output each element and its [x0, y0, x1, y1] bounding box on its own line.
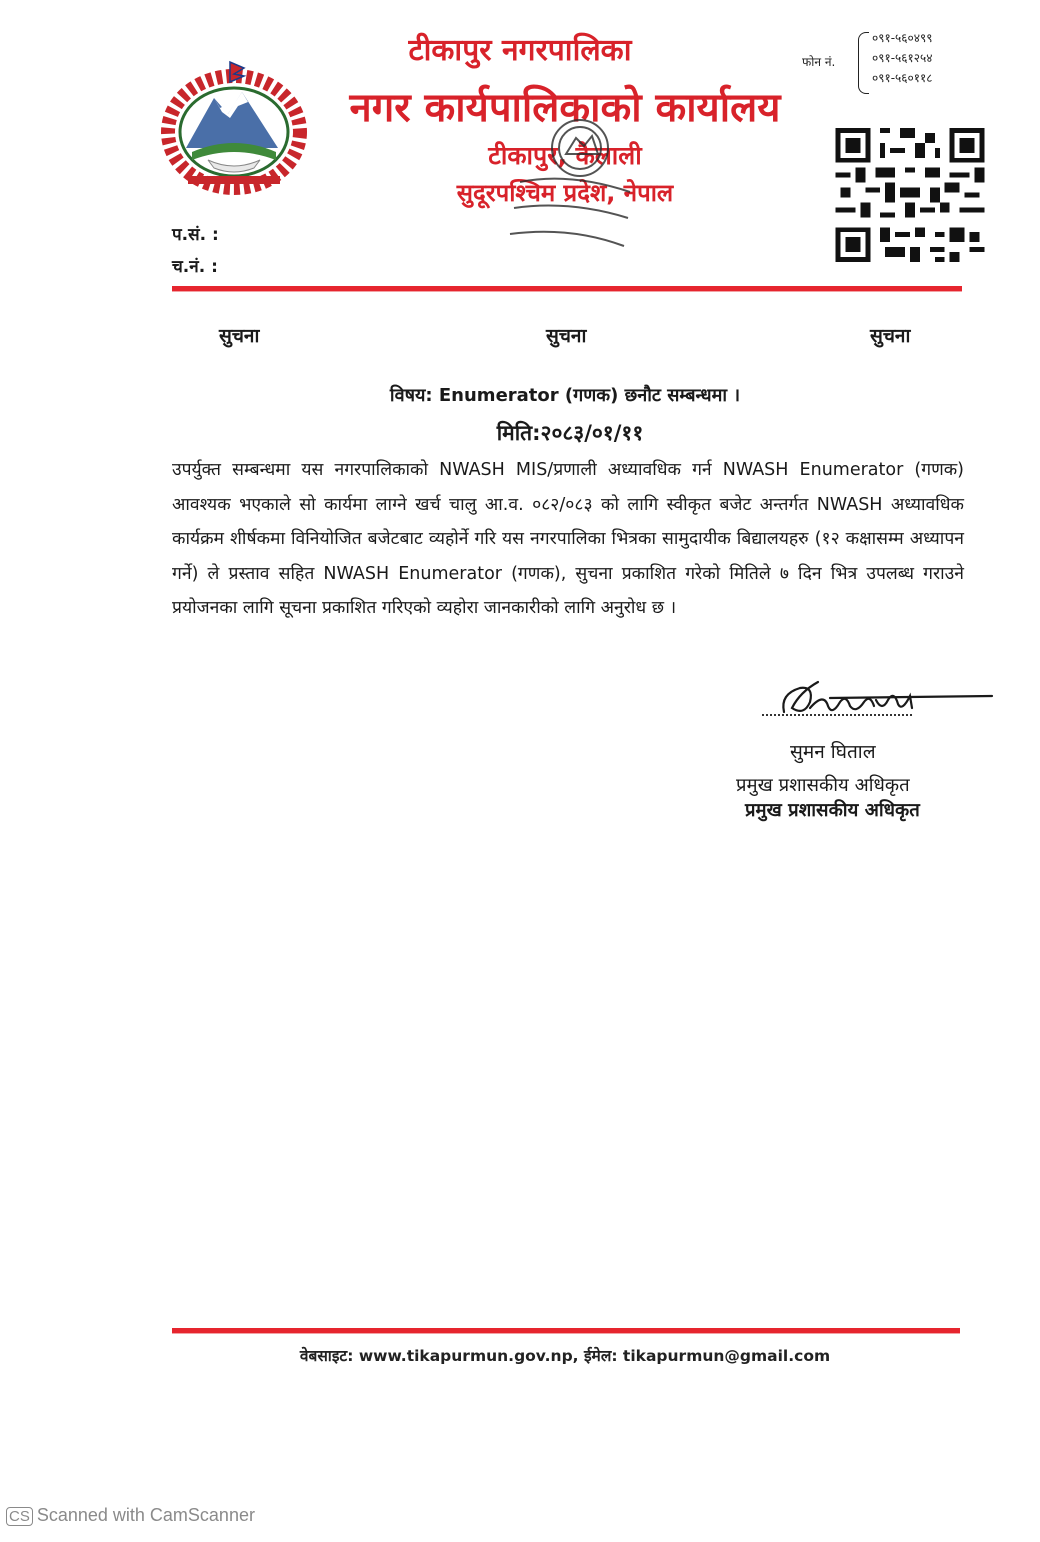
camscanner-badge: CS — [6, 1507, 33, 1526]
notice-heading: सुचना — [870, 325, 911, 347]
phone-number: ०९१-५६०११८ — [872, 71, 933, 85]
notice-heading: सुचना — [219, 325, 260, 347]
dispatch-number-label: च.नं. : — [172, 257, 218, 277]
office-address-line1: टीकापुर, कैलाली — [488, 141, 642, 170]
phone-label: फोन नं. — [802, 55, 836, 69]
phone-number: ०९१-५६०४९९ — [872, 31, 933, 45]
camscanner-watermark — [6, 1505, 255, 1526]
phone-block — [772, 26, 1022, 96]
camscanner-text: Scanned with CamScanner — [36, 1505, 255, 1525]
notice-body: उपर्युक्त सम्बन्धमा यस नगरपालिकाको NWASH MIS/प्रणाली अध्यावधिक गर्न NWASH Enumerator (गणक) आवश्यक भएकाले सो कार्यमा लाग्ने खर्च चालु आ.व. ०८२/०८३ को लागि स्वीकृत बजेट अन्तर्गत NWASH अध्यावधिक कार्यक्रम शीर्षकमा विनियोजित बजेटबाट व्यहोर्ने गरि यस नगरपालिका भित्रका सामुदायीक बिद्यालयहरु (१२ कक्षासम्म अध्यापन गर्ने) ले प्रस्ताव सहित NWASH Enumerator (गणक), सुचना प्रकाशित गरेको मितिले ७ दिन भित्र उपलब्ध गराउने प्रयोजनका लागि सूचना प्रकाशित गरिएको व्यहोरा जानकारीको लागि अनुरोध छ । — [172, 460, 964, 618]
handwritten-signature-icon — [770, 672, 995, 730]
municipality-name: टीकापुर नगरपालिका — [408, 33, 632, 68]
notice-date: मिति:२०८३/०१/११ — [496, 421, 644, 445]
brace-icon — [858, 32, 869, 94]
phone-number: ०९१-५६१२५४ — [872, 51, 933, 65]
header-divider-shadow — [172, 291, 962, 292]
office-name: नगर कार्यपालिकाको कार्यालय — [349, 84, 781, 131]
office-seal-icon — [500, 112, 640, 264]
footer-contact: वेबसाइट: www.tikapurmun.gov.np, ईमेल: tikapurmun@gmail.com — [299, 1347, 831, 1365]
signatory-title-handwritten: प्रमुख प्रशासकीय अधिकृत — [736, 775, 910, 796]
footer-divider-shadow — [172, 1333, 960, 1334]
signatory-title-stamp: प्रमुख प्रशासकीय अधिकृत — [745, 800, 920, 821]
signature-line — [762, 714, 912, 716]
signatory-name: सुमन घिताल — [790, 741, 876, 763]
phone-list — [872, 28, 933, 88]
notice-heading: सुचना — [546, 325, 587, 347]
notice-subject: विषय: Enumerator (गणक) छनौट सम्बन्धमा । — [389, 385, 741, 406]
office-address-line2: सुदूरपश्चिम प्रदेश, नेपाल — [456, 179, 674, 207]
reference-number-label: प.सं. : — [172, 225, 219, 245]
